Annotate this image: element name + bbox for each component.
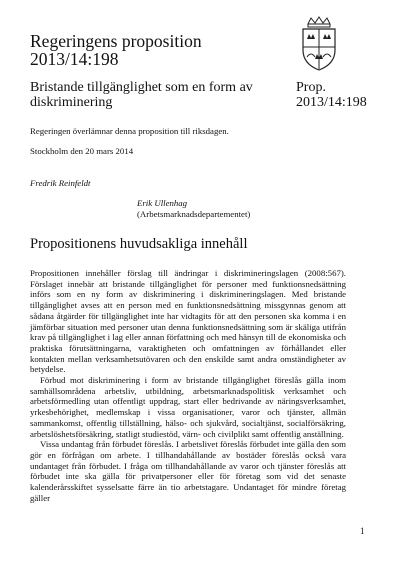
place-and-date: Stockholm den 20 mars 2014 xyxy=(30,146,134,156)
proposition-title: Regeringens proposition 2013/14:198 xyxy=(30,31,202,69)
signer-prime-minister: Fredrik Reinfeldt xyxy=(30,178,91,188)
signer-minister-name: Erik Ullenhag xyxy=(137,198,188,208)
swedish-government-crest-icon xyxy=(296,16,342,72)
proposition-number: Prop. 2013/14:198 xyxy=(296,80,367,110)
body-paragraph: Förbud mot diskriminering i form av bristande tillgänglighet föreslås gälla inom samhällsområdena arbetsliv, utbildning, arbetsmarknadspolitisk verksamhet och arbetsförmedling utan offentligt uppdrag, start eller bedrivande av näringsverksamhet, yrkesbehörighet, medlemskap i vissa organisationer, varor och tjänster, allmän sammankomst, offentlig tillställning, hälso- och sjukvård, socialtjänst, socialförsäkring, arbetslöshetsförsäkring, statligt studiestöd, värn- och civilplikt samt offentlig anställning. xyxy=(30,375,346,439)
page-number: 1 xyxy=(360,526,365,536)
body-paragraph: Vissa undantag från förbudet föreslås. I arbetslivet föreslås förbudet inte gälla den som gör en förfrågan om arbete. I tillhandahållande av bostäder föreslås också vara undantaget från förbudet. I fråga om tillhandahållande av varor och tjänster föreslås att förbudet inte ska gälla för privatpersoner eller för företag som vid det senaste kalenderårsskiftet sysselsatte färre än tio arbetstagare. Undantaget för mindre företag gäller xyxy=(30,439,346,503)
signer-minister xyxy=(137,198,250,220)
section-heading: Propositionens huvudsakliga innehåll xyxy=(30,236,248,252)
body-text xyxy=(30,268,346,503)
signer-minister-department: (Arbetsmarknadsdepartementet) xyxy=(137,209,251,219)
intro-text: Regeringen överlämnar denna proposition till riksdagen. xyxy=(30,126,229,136)
body-paragraph: Propositionen innehåller förslag till ändringar i diskrimineringslagen (2008:567). Förslaget innebär att bristande tillgänglighet för personer med funktionsnedsättning införs som en ny form av diskriminering i diskrimineringslagen. Med bristande tillgänglighet avses att en person med en funktionsnedsättning missgynnas genom att sådana åtgärder för tillgänglighet inte har vidtagits för att den personen ska komma i en jämförbar situation med personer utan denna funktionsnedsättning som är skäliga utifrån krav på tillgänglighet i lag eller annan författning och med hänsyn till de ekonomiska och praktiska förutsättningarna, varaktigheten och omfattningen av förhållandet eller kontakten mellan verksamhetsutövaren och den enskilde samt andra omständigheter av betydelse. xyxy=(30,268,346,375)
proposition-subtitle: Bristande tillgänglighet som en form av diskriminering xyxy=(30,80,253,110)
